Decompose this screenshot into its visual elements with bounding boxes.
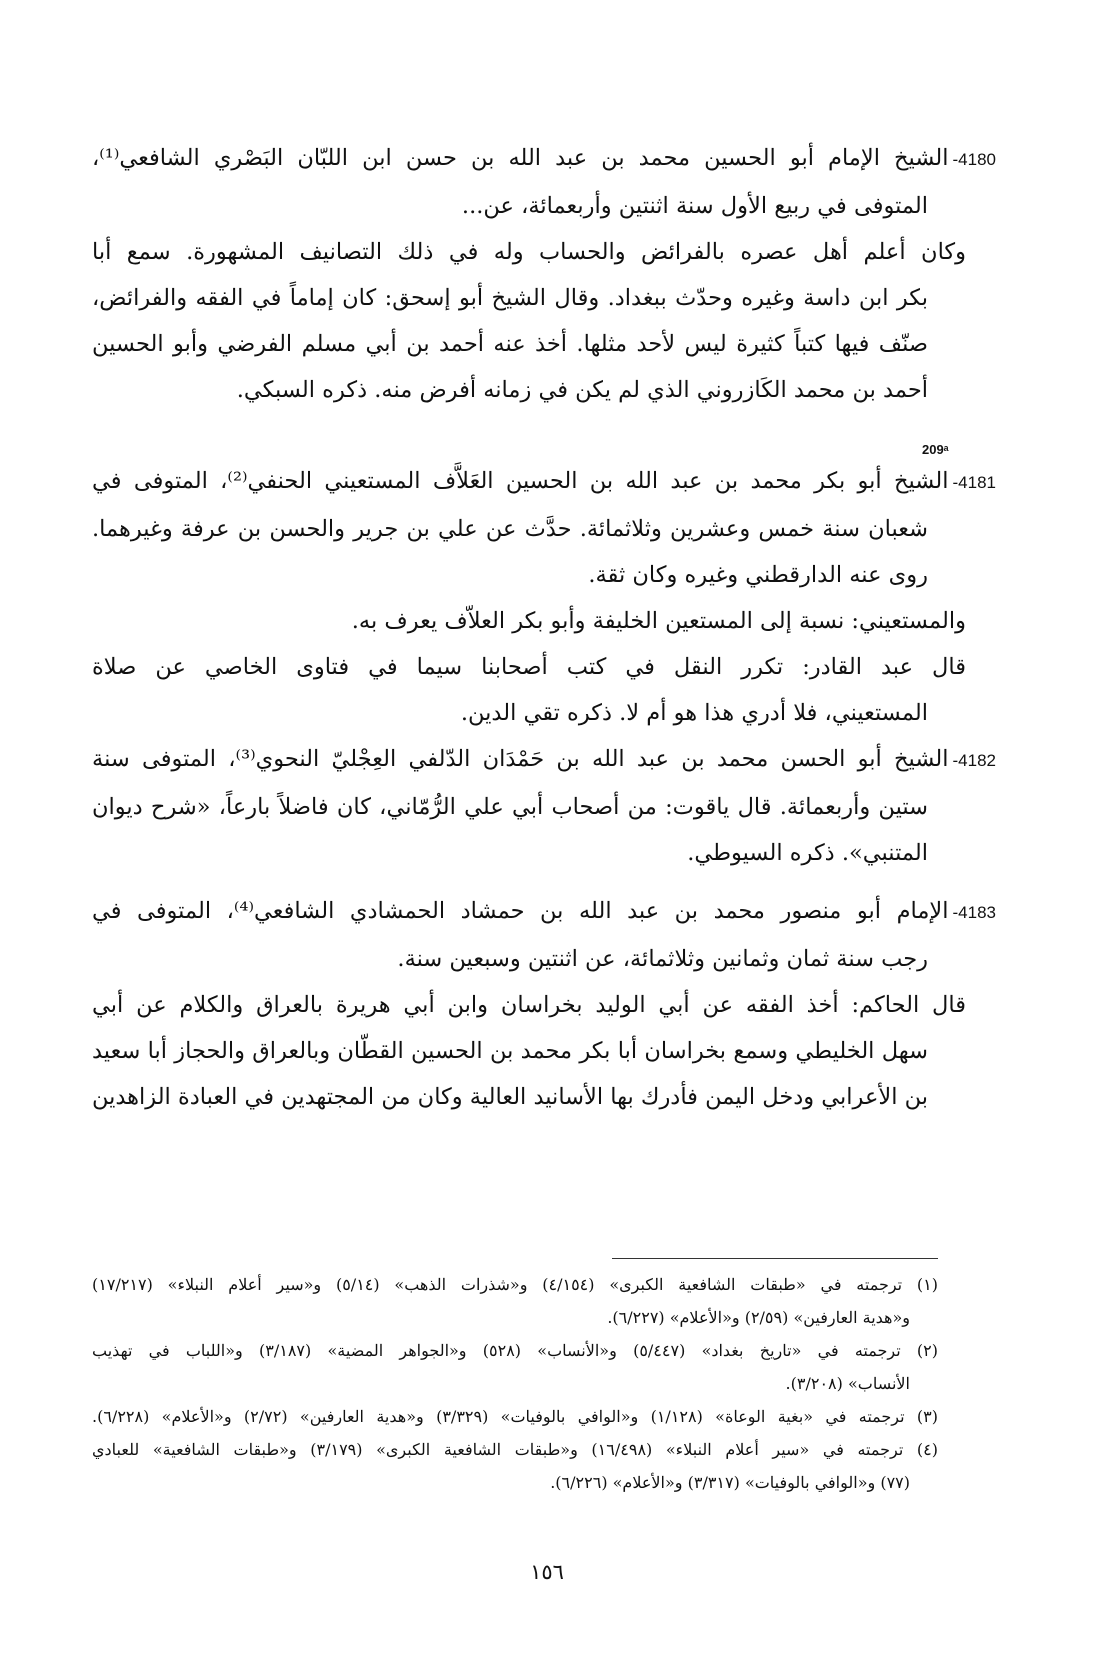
entry-line: 4180-الشيخ الإمام أبو الحسين محمد بن عبد الله بن حسن ابن اللبّان البَصْري الشافعي⁽¹⁾، [92, 145, 996, 171]
entry-line: شعبان سنة خمس وعشرين وثلاثمائة. حدَّث عن علي بن جرير والحسن بن عرفة وغيرهما. [92, 516, 928, 542]
entry-line: 4183-الإمام أبو منصور محمد بن عبد الله بن حمشاد الحمشادي الشافعي⁽⁴⁾، المتوفى في [92, 898, 996, 924]
footnote-line: (٧٧) و«الوافي بالوفيات» (٣/٣١٧) و«الأعلام» (٦/٢٢٦). [550, 1473, 910, 1492]
margin-folio-note: 209ᵃ [922, 442, 949, 457]
entry-line: 4182-الشيخ أبو الحسن محمد بن عبد الله بن حَمْدَان الدّلفي العِجْليّ النحوي⁽³⁾، المتوفى سنة [92, 746, 996, 772]
entry-4180 [92, 135, 996, 413]
entry-line: وكان أعلم أهل عصره بالفرائض والحساب وله في ذلك التصانيف المشهورة. سمع أبا [92, 239, 966, 265]
entry-line: روى عنه الدارقطني وغيره وكان ثقة. [588, 562, 928, 588]
footnote-line: (٤) ترجمته في «سير أعلام النبلاء» (١٦/٤٩٨) و«طبقات الشافعية الكبرى» (٣/١٧٩) و«طبقات الشافعية» للعبادي [92, 1440, 938, 1459]
entry-line: المتوفى في ربيع الأول سنة اثنتين وأربعمائة، عن... [461, 193, 928, 219]
entry-line: 4181-الشيخ أبو بكر محمد بن عبد الله بن الحسين العَلاَّف المستعيني الحنفي⁽²⁾، المتوفى في [92, 468, 996, 494]
entry-line: قال الحاكم: أخذ الفقه عن أبي الوليد بخراسان وابن أبي هريرة بالعراق والكلام عن أبي [92, 992, 966, 1018]
footnote-line: (٢) ترجمته في «تاريخ بغداد» (٥/٤٤٧) و«الأنساب» (٥٢٨) و«الجواهر المضية» (٣/١٨٧) و«اللباب في تهذيب [92, 1341, 938, 1360]
entry-number: 4182- [952, 751, 996, 770]
entry-line: قال عبد القادر: تكرر النقل في كتب أصحابنا سيما في فتاوى الخاصي عن صلاة [92, 654, 966, 680]
footnote-line: (٣) ترجمته في «بغية الوعاة» (١/١٢٨) و«الوافي بالوفيات» (٣/٣٢٩) و«هدية العارفين» (٢/٧٢) و«الأعلام» (٦/٢٢٨). [92, 1407, 939, 1426]
entry-line: والمستعيني: نسبة إلى المستعين الخليفة وأبو بكر العلاّف يعرف به. [351, 608, 966, 634]
footnote-line: (١) ترجمته في «طبقات الشافعية الكبرى» (٤/١٥٤) و«شذرات الذهب» (٥/١٤) و«سير أعلام النبلاء» (١٧/٢١٧) [92, 1275, 939, 1294]
entry-line: أحمد بن محمد الكَازروني الذي لم يكن في زمانه أفرض منه. ذكره السبكي. [236, 377, 928, 403]
entry-4182 [92, 736, 996, 876]
footnote-line: الأنساب» (٣/٢٠٨). [785, 1374, 910, 1393]
entry-line: المتنبي». ذكره السيوطي. [687, 840, 928, 866]
entry-line: صنّف فيها كتباً كثيرة ليس لأحد مثلها. أخذ عنه أحمد بن أبي مسلم الفرضي وأبو الحسين [92, 331, 928, 357]
entry-number: 4181- [952, 473, 996, 492]
entry-number: 4180- [952, 150, 996, 169]
entry-line: رجب سنة ثمان وثمانين وثلاثمائة، عن اثنتين وسبعين سنة. [397, 946, 928, 972]
entry-line: سهل الخليطي وسمع بخراسان أبا بكر محمد بن الحسين القطّان وبالعراق والحجاز أبا سعيد [92, 1038, 928, 1064]
entry-number: 4183- [952, 903, 996, 922]
footnote-separator [612, 1258, 938, 1259]
entry-line: ستين وأربعمائة. قال ياقوت: من أصحاب أبي علي الرُّمّاني، كان فاضلاً بارعاً، «شرح ديوان [92, 794, 928, 820]
entry-4181 [92, 458, 996, 736]
footnotes [92, 1268, 938, 1499]
footnote-line: و«هدية العارفين» (٢/٥٩) و«الأعلام» (٦/٢٢٧). [607, 1308, 910, 1327]
page-number: ١٥٦ [530, 1560, 564, 1584]
entry-line: بن الأعرابي ودخل اليمن فأدرك بها الأسانيد العالية وكان من المجتهدين في العبادة الزاهدين [91, 1084, 928, 1110]
entry-line: المستعيني، فلا أدري هذا هو أم لا. ذكره تقي الدين. [460, 700, 928, 726]
entry-4183 [92, 888, 996, 1120]
entry-line: بكر ابن داسة وغيره وحدّث ببغداد. وقال الشيخ أبو إسحق: كان إماماً في الفقه والفرائض، [92, 285, 928, 311]
